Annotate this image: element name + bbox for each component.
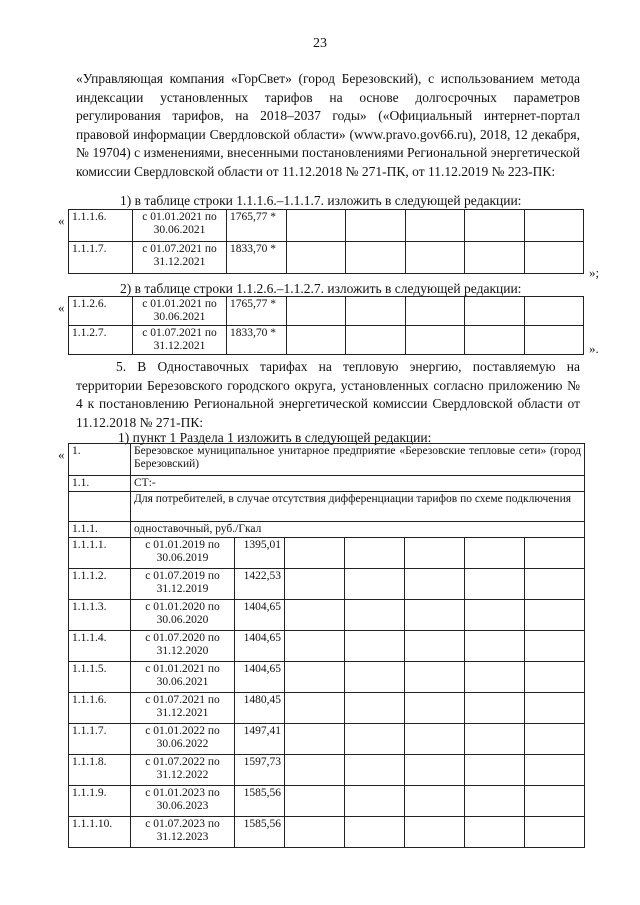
empty-cell (345, 724, 405, 755)
tariff-value-cell: 1765,77 * (227, 297, 287, 326)
table-row (69, 210, 584, 242)
row-code-cell: 1.1.1.10. (69, 817, 131, 848)
row-code-cell: 1.1.1.6. (69, 210, 133, 242)
close-quote-2: ». (589, 341, 599, 356)
empty-cell (285, 662, 345, 693)
header-code-cell: 1.1. (69, 476, 131, 492)
empty-cell (525, 755, 585, 786)
period-cell: с 01.01.2021 по 30.06.2021 (131, 662, 235, 693)
tariff-value-cell: 1404,65 (235, 662, 285, 693)
table-row (69, 662, 585, 693)
header-row (69, 444, 585, 476)
tariff-value-cell: 1765,77 * (227, 210, 287, 242)
empty-cell (465, 538, 525, 569)
empty-cell (465, 242, 525, 274)
empty-cell (525, 693, 585, 724)
row-code-cell: 1.1.1.7. (69, 724, 131, 755)
table-row (69, 693, 585, 724)
period-cell: с 01.01.2021 по 30.06.2021 (133, 210, 227, 242)
empty-cell (525, 724, 585, 755)
empty-cell (345, 600, 405, 631)
empty-cell (525, 631, 585, 662)
tariff-value-cell: 1833,70 * (227, 326, 287, 355)
item1-heading: 1) в таблице строки 1.1.1.6.–1.1.1.7. изложить в следующей редакции: (120, 193, 522, 208)
empty-cell (345, 755, 405, 786)
empty-cell (465, 326, 525, 355)
table-row (69, 786, 585, 817)
empty-cell (405, 569, 465, 600)
empty-cell (465, 297, 525, 326)
empty-cell (465, 662, 525, 693)
empty-cell (525, 569, 585, 600)
empty-cell (285, 693, 345, 724)
empty-cell (406, 297, 465, 326)
period-cell: с 01.01.2019 по 30.06.2019 (131, 538, 235, 569)
open-quote-1: « (58, 213, 65, 228)
header-text-cell: СТ:- (131, 476, 585, 492)
header-text-cell: одноставочный, руб./Гкал (131, 522, 585, 538)
empty-cell (285, 755, 345, 786)
empty-cell (405, 724, 465, 755)
empty-cell (405, 538, 465, 569)
empty-cell (405, 662, 465, 693)
empty-cell (406, 242, 465, 274)
tariff-value-cell: 1395,01 (235, 538, 285, 569)
empty-cell (465, 786, 525, 817)
empty-cell (525, 210, 584, 242)
empty-cell (346, 297, 406, 326)
empty-cell (285, 538, 345, 569)
empty-cell (465, 600, 525, 631)
empty-cell (345, 569, 405, 600)
empty-cell (287, 297, 346, 326)
row-code-cell: 1.1.1.7. (69, 242, 133, 274)
empty-cell (405, 755, 465, 786)
period-cell: с 01.07.2019 по 31.12.2019 (131, 569, 235, 600)
period-cell: с 01.07.2022 по 31.12.2022 (131, 755, 235, 786)
empty-cell (465, 755, 525, 786)
section5-paragraph: 5. В Одноставочных тарифах на тепловую энергию, поставляемую на территории Березовского городского округа, установленных согласно приложению № 4 к постановлению Региональной энергетической комиссии Свердловской области от 11.12.2018 № 271-ПК: (76, 359, 580, 430)
period-cell: с 01.01.2022 по 30.06.2022 (131, 724, 235, 755)
open-quote-3: « (58, 447, 65, 462)
tariff-value-cell: 1585,56 (235, 786, 285, 817)
tariff-value-cell: 1422,53 (235, 569, 285, 600)
empty-cell (525, 786, 585, 817)
empty-cell (465, 210, 525, 242)
empty-cell (285, 569, 345, 600)
empty-cell (285, 631, 345, 662)
empty-cell (405, 631, 465, 662)
empty-cell (345, 538, 405, 569)
empty-cell (346, 326, 406, 355)
empty-cell (285, 817, 345, 848)
table-row (69, 297, 584, 326)
table-2 (68, 296, 584, 355)
row-code-cell: 1.1.1.8. (69, 755, 131, 786)
empty-cell (525, 538, 585, 569)
empty-cell (287, 242, 346, 274)
period-cell: с 01.01.2021 по 30.06.2021 (133, 297, 227, 326)
empty-cell (405, 786, 465, 817)
row-code-cell: 1.1.2.6. (69, 297, 133, 326)
empty-cell (525, 242, 584, 274)
table-row (69, 724, 585, 755)
empty-cell (346, 242, 406, 274)
empty-cell (525, 326, 584, 355)
empty-cell (405, 693, 465, 724)
tariff-value-cell: 1585,56 (235, 817, 285, 848)
row-code-cell: 1.1.1.3. (69, 600, 131, 631)
page-number: 23 (313, 36, 327, 51)
table-1 (68, 209, 584, 274)
empty-cell (406, 326, 465, 355)
period-cell: с 01.07.2021 по 31.12.2021 (133, 242, 227, 274)
table-row (69, 242, 584, 274)
empty-cell (287, 210, 346, 242)
empty-cell (525, 662, 585, 693)
tariff-value-cell: 1497,41 (235, 724, 285, 755)
header-text-cell: Для потребителей, в случае отсутствия дифференциации тарифов по схеме подключения (131, 492, 585, 522)
tariff-value-cell: 1404,65 (235, 631, 285, 662)
header-row (69, 522, 585, 538)
empty-cell (287, 326, 346, 355)
tariff-value-cell: 1833,70 * (227, 242, 287, 274)
row-code-cell: 1.1.1.9. (69, 786, 131, 817)
empty-cell (345, 631, 405, 662)
empty-cell (345, 817, 405, 848)
item3-heading: 1) пункт 1 Раздела 1 изложить в следующей редакции: (118, 430, 432, 445)
empty-cell (525, 600, 585, 631)
empty-cell (465, 724, 525, 755)
empty-cell (346, 210, 406, 242)
row-code-cell: 1.1.1.2. (69, 569, 131, 600)
row-code-cell: 1.1.2.7. (69, 326, 133, 355)
empty-cell (465, 631, 525, 662)
empty-cell (285, 786, 345, 817)
close-quote-1: »; (589, 265, 600, 280)
table-row (69, 569, 585, 600)
tariff-value-cell: 1597,73 (235, 755, 285, 786)
empty-cell (345, 786, 405, 817)
open-quote-2: « (58, 300, 65, 315)
empty-cell (285, 724, 345, 755)
row-code-cell: 1.1.1.1. (69, 538, 131, 569)
empty-cell (285, 600, 345, 631)
header-row (69, 476, 585, 492)
item2-heading: 2) в таблице строки 1.1.2.6.–1.1.2.7. изложить в следующей редакции: (120, 281, 522, 296)
empty-cell (405, 817, 465, 848)
table-row (69, 631, 585, 662)
row-code-cell: 1.1.1.4. (69, 631, 131, 662)
table-row (69, 538, 585, 569)
empty-cell (345, 693, 405, 724)
header-code-cell (69, 492, 131, 522)
empty-cell (465, 817, 525, 848)
table-row (69, 755, 585, 786)
period-cell: с 01.07.2023 по 31.12.2023 (131, 817, 235, 848)
empty-cell (406, 210, 465, 242)
table-row (69, 326, 584, 355)
intro-paragraph: «Управляющая компания «ГорСвет» (город Березовский), с использованием метода индексации установленных тарифов на основе долгосрочных параметров регулирования тарифов, на 2018–2037 годы» («Официальный интернет-портал правовой информации Свердловской области» (www.pravo.gov66.ru), 2018, 12 декабря, № 19704) с изменениями, внесенными постановлениями Региональной энергетической комиссии Свердловской области от 11.12.2018 № 271-ПК, от 11.12.2019 № 223-ПК: (76, 71, 580, 179)
tariff-value-cell: 1404,65 (235, 600, 285, 631)
empty-cell (465, 693, 525, 724)
table-3 (68, 443, 585, 848)
table-row (69, 817, 585, 848)
header-code-cell: 1.1.1. (69, 522, 131, 538)
empty-cell (525, 817, 585, 848)
period-cell: с 01.07.2021 по 31.12.2021 (133, 326, 227, 355)
tariff-value-cell: 1480,45 (235, 693, 285, 724)
table-row (69, 600, 585, 631)
period-cell: с 01.01.2023 по 30.06.2023 (131, 786, 235, 817)
empty-cell (465, 569, 525, 600)
period-cell: с 01.01.2020 по 30.06.2020 (131, 600, 235, 631)
row-code-cell: 1.1.1.6. (69, 693, 131, 724)
period-cell: с 01.07.2021 по 31.12.2021 (131, 693, 235, 724)
header-row (69, 492, 585, 522)
empty-cell (345, 662, 405, 693)
row-code-cell: 1.1.1.5. (69, 662, 131, 693)
empty-cell (405, 600, 465, 631)
empty-cell (525, 297, 584, 326)
header-code-cell: 1. (69, 444, 131, 476)
header-text-cell: Березовское муниципальное унитарное предприятие «Березовские тепловые сети» (город Березовский) (131, 444, 585, 476)
period-cell: с 01.07.2020 по 31.12.2020 (131, 631, 235, 662)
